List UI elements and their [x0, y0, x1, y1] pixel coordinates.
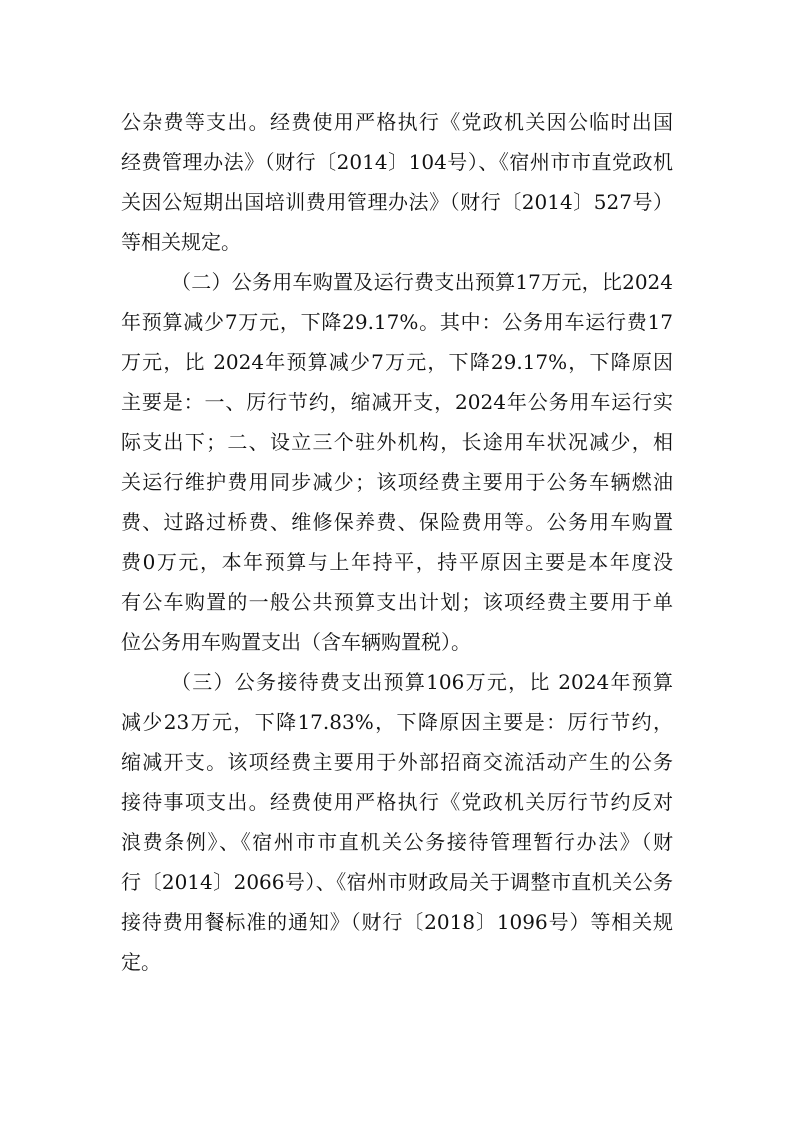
- paragraph-3-line-2: 减少23万元，下降17.83%，下降原因主要是：厉行节约，: [121, 710, 673, 734]
- paragraph-2-line-8: 费0万元，本年预算与上年持平，持平原因主要是本年度没: [121, 550, 673, 574]
- paragraph-3-line-5: 浪费条例》、《宿州市市直机关公务接待管理暂行办法》（财: [121, 830, 673, 854]
- paragraph-2-line-3: 万元，比 2024年预算减少7万元，下降29.17%，下降原因: [121, 350, 673, 374]
- paragraph-3-line-4: 接待事项支出。经费使用严格执行《党政机关厉行节约反对: [121, 790, 673, 814]
- paragraph-3-line-1: （三）公务接待费支出预算106万元，比 2024年预算: [171, 670, 673, 694]
- paragraph-1-line-3: 关因公短期出国培训费用管理办法》（财行〔2014〕527号）: [121, 190, 673, 214]
- paragraph-2-line-1: （二）公务用车购置及运行费支出预算17万元，比2024: [171, 270, 673, 294]
- paragraph-1-line-1: 公杂费等支出。经费使用严格执行《党政机关因公临时出国: [121, 110, 673, 134]
- paragraph-3-line-7: 接待费用餐标准的通知》（财行〔2018〕1096号）等相关规: [121, 910, 673, 934]
- paragraph-3-line-6: 行〔2014〕2066号）、《宿州市财政局关于调整市直机关公务: [121, 870, 673, 894]
- paragraph-3-line-8: 定。: [121, 950, 161, 974]
- paragraph-1-line-2: 经费管理办法》（财行〔2014〕104号）、《宿州市市直党政机: [121, 150, 673, 174]
- paragraph-2-line-7: 费、过路过桥费、维修保养费、保险费用等。公务用车购置: [121, 510, 673, 534]
- paragraph-2-line-4: 主要是：一、厉行节约，缩减开支，2024年公务用车运行实: [121, 390, 673, 414]
- paragraph-2-line-6: 关运行维护费用同步减少；该项经费主要用于公务车辆燃油: [121, 470, 673, 494]
- paragraph-2-line-10: 位公务用车购置支出（含车辆购置税）。: [121, 630, 471, 654]
- paragraph-1-line-4: 等相关规定。: [121, 230, 241, 254]
- paragraph-2-line-9: 有公车购置的一般公共预算支出计划；该项经费主要用于单: [121, 590, 673, 614]
- paragraph-2-line-2: 年预算减少7万元，下降29.17%。其中：公务用车运行费17: [121, 310, 673, 334]
- paragraph-2-line-5: 际支出下；二、设立三个驻外机构，长途用车状况减少，相: [121, 430, 673, 454]
- paragraph-3-line-3: 缩减开支。该项经费主要用于外部招商交流活动产生的公务: [121, 750, 673, 774]
